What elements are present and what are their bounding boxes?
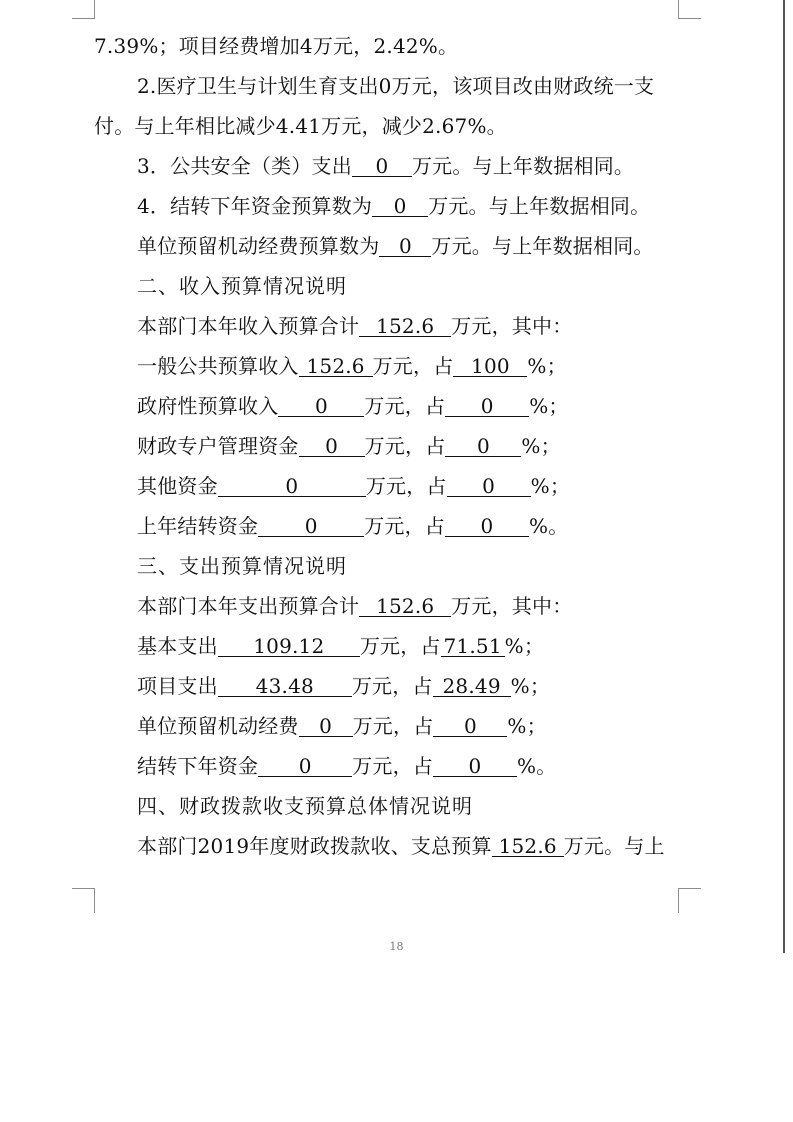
underlined-value: 152.6	[359, 596, 451, 617]
text-span: 本部门本年支出预算合计	[137, 594, 360, 618]
text-span: %；	[504, 634, 545, 658]
text-span: 万元，占	[352, 754, 434, 778]
text-span: 基本支出	[137, 634, 218, 658]
underlined-value: 0	[258, 756, 352, 777]
text-span: 结转下年资金	[137, 754, 259, 778]
text-span: 万元。与上年数据相同。	[428, 194, 651, 218]
text-span: 一般公共预算收入	[137, 354, 299, 378]
paragraph-line	[94, 426, 694, 466]
section-heading	[94, 266, 694, 306]
text-span: 万元，占	[364, 514, 446, 538]
text-span: 本部门2019年度财政拨款收、支总预算	[137, 834, 492, 858]
text-span: %；	[507, 714, 547, 738]
paragraph-line	[94, 666, 694, 706]
paragraph-line	[94, 306, 694, 346]
text-span: 政府性预算收入	[137, 394, 279, 418]
underlined-percent: 0	[445, 516, 529, 537]
page-number: 18	[389, 940, 404, 953]
crop-mark-top-left	[72, 0, 95, 19]
text-span: 项目支出	[137, 674, 218, 698]
underlined-value: 0	[299, 436, 365, 457]
text-span: %；	[510, 674, 551, 698]
paragraph-line	[94, 386, 694, 426]
text-span: 万元，占	[372, 354, 454, 378]
paragraph-line	[94, 626, 694, 666]
text-span: 万元。与上	[563, 834, 665, 858]
underlined-value: 109.12	[218, 636, 360, 657]
text-span: %。	[517, 754, 557, 778]
text-span: %；	[530, 474, 571, 498]
text-span: 万元，占	[364, 434, 446, 458]
text-span: %；	[529, 394, 569, 418]
text-span: 万元，占	[352, 714, 434, 738]
underlined-value: 43.48	[218, 676, 352, 697]
underlined-value: 152.6	[359, 316, 451, 337]
text-span: 万元，其中：	[451, 314, 573, 338]
text-span: 单位预留机动经费预算数为	[137, 234, 380, 258]
paragraph-line	[94, 506, 694, 546]
text-span: 万元，占	[351, 674, 433, 698]
paragraph-line	[94, 26, 694, 66]
text-span: 万元，其中：	[451, 594, 573, 618]
text-span: 三、支出预算情况说明	[137, 554, 347, 578]
text-span: %；	[521, 434, 561, 458]
paragraph-line	[94, 746, 694, 786]
paragraph-line	[94, 706, 694, 746]
underlined-percent: 71.51	[441, 636, 505, 657]
section-heading	[94, 546, 694, 586]
underlined-value: 0	[218, 476, 366, 497]
text-span: 二、收入预算情况说明	[137, 274, 347, 298]
underlined-percent: 100	[453, 356, 527, 377]
underlined-value: 152.6	[299, 356, 373, 377]
window-edge	[783, 0, 785, 953]
paragraph-line	[94, 466, 694, 506]
paragraph-line	[94, 186, 694, 226]
crop-mark-top-right	[678, 0, 701, 19]
underlined-percent: 0	[433, 756, 517, 777]
text-span: 7.39%；项目经费增加4万元，2.42%。	[94, 34, 459, 58]
underlined-percent: 0	[433, 716, 507, 737]
paragraph-line	[94, 226, 694, 266]
underlined-value: 0	[372, 196, 428, 217]
underlined-percent: 0	[445, 436, 521, 457]
underlined-value: 0	[258, 516, 364, 537]
text-span: 万元，占	[364, 394, 446, 418]
underlined-percent: 0	[447, 476, 531, 497]
text-span: 万元。与上年数据相同。	[431, 234, 654, 258]
text-span: 万元，占	[359, 634, 441, 658]
text-span: %。	[529, 514, 569, 538]
text-span: 2.医疗卫生与计划生育支出0万元，该项目改由财政统一支	[137, 74, 655, 98]
body-text	[94, 26, 694, 866]
paragraph-line	[94, 106, 694, 146]
text-span: 其他资金	[137, 474, 218, 498]
text-span: 4．结转下年资金预算数为	[137, 194, 373, 218]
text-span: 四、财政拨款收支预算总体情况说明	[137, 794, 473, 818]
underlined-value: 0	[379, 236, 431, 257]
text-span: 万元。与上年数据相同。	[411, 154, 635, 178]
text-span: 万元，占	[365, 474, 447, 498]
underlined-value: 0	[299, 716, 353, 737]
crop-mark-bottom-left	[72, 888, 95, 913]
text-span: 本部门本年收入预算合计	[137, 314, 360, 338]
underlined-percent: 0	[445, 396, 529, 417]
text-span: 财政专户管理资金	[137, 434, 299, 458]
text-span: %；	[527, 354, 567, 378]
paragraph-line	[94, 346, 694, 386]
underlined-value: 0	[278, 396, 364, 417]
paragraph-line	[94, 586, 694, 626]
paragraph-line	[94, 66, 694, 106]
underlined-value: 152.6	[492, 836, 564, 857]
underlined-percent: 28.49	[433, 676, 511, 697]
text-span: 3．公共安全（类）支出	[137, 154, 352, 178]
underlined-value: 0	[352, 156, 412, 177]
paragraph-line	[94, 826, 694, 866]
paragraph-line	[94, 146, 694, 186]
text-span: 付。与上年相比减少4.41万元，减少2.67%。	[94, 114, 507, 138]
text-span: 上年结转资金	[137, 514, 259, 538]
text-span: 单位预留机动经费	[137, 714, 299, 738]
section-heading	[94, 786, 694, 826]
crop-mark-bottom-right	[678, 888, 701, 913]
